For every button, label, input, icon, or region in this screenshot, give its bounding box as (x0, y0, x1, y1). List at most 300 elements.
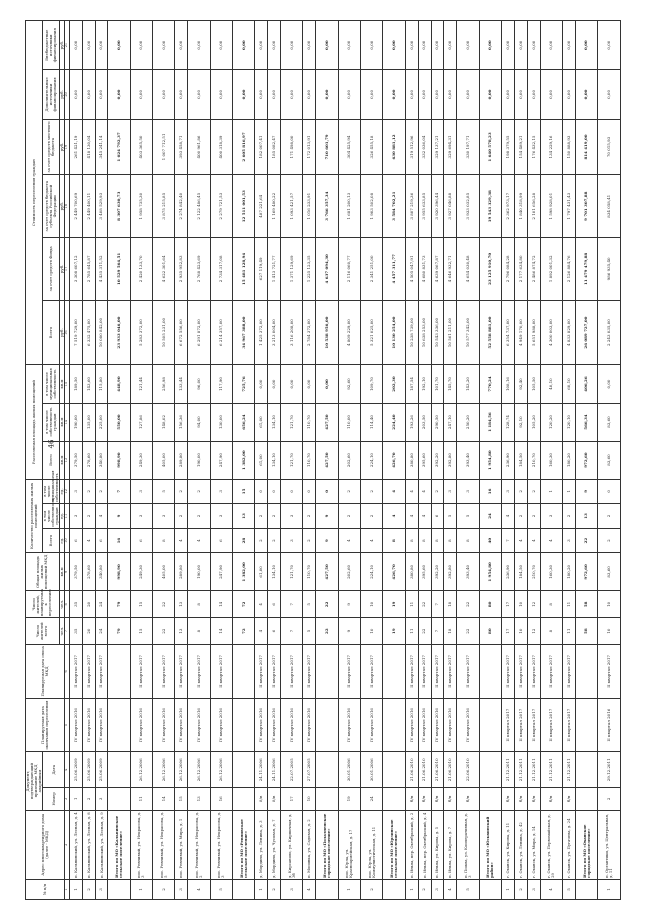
cell-date: 21.12.2011 (501, 752, 514, 788)
cell-ca: 0,00 (431, 21, 444, 70)
table-row (175, 21, 188, 900)
cell-p: 11 (563, 618, 576, 645)
cell-date: 27.07.2005 (303, 752, 316, 788)
cell-ro: 6 (431, 504, 444, 529)
cell-ar: 134,10 (268, 441, 281, 479)
cell-pp: 5 (303, 591, 316, 618)
cell-rm: 2 (82, 479, 95, 504)
cell-addr: д. Кирсаново, ул. Кирпичная, д. 3б (281, 810, 303, 879)
cell-am: 96,00 (188, 365, 210, 403)
column-number-cell: 4 (65, 752, 70, 788)
cell-c: 26 089 727,00 (575, 300, 597, 365)
cell-pp: 17 (501, 591, 514, 618)
cell-am: 143,60 (82, 365, 95, 403)
cell-as: 566,34 (575, 403, 597, 441)
cell-ca: 0,00 (527, 21, 540, 70)
cell-cr: 3 875 215,85 (153, 175, 175, 238)
cell-p: 11 (405, 618, 418, 645)
cell-date: 25.06.2009 (95, 752, 108, 788)
cell-dem: II квартал 2017 (444, 645, 457, 699)
cell-r: 4 (82, 528, 95, 553)
cell-rm: 0 (316, 479, 338, 504)
column-number-cell: 9 (65, 553, 70, 591)
cell-ca: 0,00 (268, 21, 281, 70)
cell-cm: 172 013,91 (303, 119, 316, 175)
cell-ce: 0,00 (457, 70, 479, 119)
cell-doc: 13 (188, 788, 210, 810)
unit-cell: чел. (59, 591, 64, 618)
cell-ro: 2 (338, 504, 360, 529)
cell-date: 29.12.2011 (598, 752, 621, 788)
cell-addr: Итого по МО «Полазненское городское поселение» (316, 810, 338, 879)
cell-as: 110,00 (338, 403, 360, 441)
cell-ar: 110,70 (303, 441, 316, 479)
cell-cr: 3 920 396,44 (431, 175, 444, 238)
cell-p: 22 (316, 618, 338, 645)
column-number-cell: 19 (65, 119, 70, 175)
cell-n: 4 (188, 879, 210, 899)
cell-n: 2 (153, 879, 175, 899)
cell-cf: 1 413 721,77 (268, 238, 281, 301)
cell-r: 28 (233, 528, 255, 553)
cell-pp: 15 (130, 591, 152, 618)
cell-r: 6 (95, 528, 108, 553)
cell-r: 2 (268, 528, 281, 553)
cell-ar: 210,70 (527, 441, 540, 479)
cell-am: 117,90 (210, 365, 232, 403)
cell-c: 10 130 254,00 (383, 300, 405, 365)
column-number-cell: 12 (65, 479, 70, 504)
cell-addr: п. Иньва, ул. Кирова, д. 7 (444, 810, 457, 879)
cell-as: 656,24 (233, 403, 255, 441)
cell-p: 9 (338, 618, 360, 645)
cell-cf: 2 420 133,70 (130, 238, 152, 301)
cell-am: 101,70 (431, 365, 444, 403)
cell-doc: 16 (210, 788, 232, 810)
cell-a: 202,60 (338, 553, 360, 591)
cell-as: 224,40 (383, 403, 405, 441)
table-row (316, 21, 338, 900)
unit-cell: руб. (59, 119, 64, 175)
col-area-mun-header: в том числе муниципальная собственность (42, 365, 59, 403)
cell-cm: 814 419,00 (575, 119, 597, 175)
cell-addr: п. Кальнинский, ул. Лесная, д. 8 (82, 810, 95, 879)
cell-n (383, 879, 405, 899)
cell-p: 79 (108, 618, 130, 645)
cell-doc: 1 (69, 788, 82, 810)
cell-cf: 2 785 645,87 (82, 238, 95, 301)
cell-dem: II квартал 2017 (457, 645, 479, 699)
cell-end: II квартал 2017 (527, 698, 540, 752)
cell-rm: 3 (501, 479, 514, 504)
cell-rm: 15 (233, 479, 255, 504)
cell-c: 6 672 556,00 (175, 300, 188, 365)
cell-doc: б/н (527, 788, 540, 810)
cell-as: 156,36 (175, 403, 188, 441)
cell-n: 5 (563, 879, 576, 899)
cell-cm: 154 489,21 (514, 119, 527, 175)
table-row (233, 21, 255, 900)
cell-am: 0,00 (268, 365, 281, 403)
cell-addr: Итого по МО «Кальнинское сельское поселение» (108, 810, 130, 879)
cell-pp: 79 (108, 591, 130, 618)
cell-addr: п. Пожва, ул. Кооперативная, д. 3 (457, 810, 479, 879)
cell-am: 40,10 (540, 365, 562, 403)
cell-a: 160,30 (540, 553, 562, 591)
cell-ca: 0,00 (575, 21, 597, 70)
cell-ar: 278,60 (82, 441, 95, 479)
cell-ce: 0,00 (210, 70, 232, 119)
unit-cell: кв.м (59, 553, 64, 591)
cell-ro: 5 (457, 504, 479, 529)
col-plan-demolish-header: Планируемая дата сноса МКД (26, 645, 65, 699)
cell-p: 24 (95, 618, 108, 645)
cell-cr: 2 274 842,40 (175, 175, 188, 238)
cell-doc: 8/в (255, 788, 268, 810)
cell-n: 1 (598, 879, 621, 899)
cell-ce: 0,00 (268, 70, 281, 119)
cell-am: 406,26 (575, 365, 597, 403)
cell-dem: II квартал 2017 (405, 645, 418, 699)
cell-cr: 19 543 329,38 (479, 175, 501, 238)
cell-ca: 0,00 (303, 21, 316, 70)
cell-am: 105,50 (527, 365, 540, 403)
cell-doc: 24 (361, 788, 383, 810)
cell-end: II квартал 2017 (540, 698, 562, 752)
cell-addr: г. Оханск, ул. Пугачева, д. 24 (563, 810, 576, 879)
cell-c: 3 116 208,00 (281, 300, 303, 365)
cell-a: 1 954,80 (479, 553, 501, 591)
cell-rm: 3 (457, 479, 479, 504)
cell-p: 17 (501, 618, 514, 645)
cell-date: 21.06.2010 (444, 752, 457, 788)
col-cost-fund-header: за счет средств Фонда (42, 238, 59, 301)
cell-as: 247,10 (444, 403, 457, 441)
cell-as: 110,70 (303, 403, 316, 441)
cell-rm: 2 (95, 479, 108, 504)
cell-addr: п. Иньва, пер. Октябрьский, д. 2 (405, 810, 418, 879)
col-area-header: Общая площадь жилых помещений МКД (26, 553, 60, 591)
cell-end: II квартал 2017 (514, 698, 527, 752)
cell-ro: 4 (383, 504, 405, 529)
cell-date: 30.01.2006 (361, 752, 383, 788)
cell-cf: 4 680 831,73 (418, 238, 431, 301)
cell-addr: пос. Ревнивый, ул. Некрасова, д. 5 (153, 810, 175, 879)
table-row (383, 21, 405, 900)
cell-cr: 3 933 032,85 (457, 175, 479, 238)
cell-am: 92,40 (514, 365, 527, 403)
cell-r: 9 (316, 528, 338, 553)
cell-am: 256,98 (153, 365, 175, 403)
cell-n: 1 (338, 879, 360, 899)
cell-a: 210,70 (527, 553, 540, 591)
cell-ce: 0,00 (501, 70, 514, 119)
column-number-cell: 15 (65, 365, 70, 403)
cell-ce: 0,00 (563, 70, 576, 119)
cell-ar: 121,70 (281, 441, 303, 479)
cell-rm: 0 (598, 479, 621, 504)
cell-cf: 11 479 479,88 (575, 238, 597, 301)
cell-cf: 4 622 301,64 (153, 238, 175, 301)
cell-dem: II квартал 2017 (338, 645, 360, 699)
cell-a: 427,50 (316, 553, 338, 591)
cell-cr: 3 408 529,93 (95, 175, 108, 238)
cell-ce: 0,00 (418, 70, 431, 119)
cell-cm: 70 015,93 (598, 119, 621, 175)
cell-cm: 185 082,47 (268, 119, 281, 175)
cell-ca: 0,00 (457, 21, 479, 70)
table-row (527, 21, 540, 900)
cell-ro: 2 (361, 504, 383, 529)
table-row (255, 21, 268, 900)
cell-ar: 289,80 (175, 441, 188, 479)
cell-date: 21.12.2011 (540, 752, 562, 788)
cell-cm: 418 130,04 (82, 119, 95, 175)
table-row (563, 21, 576, 900)
cell-doc: б/н (444, 788, 457, 810)
cell-cf: 2 734 317,08 (210, 238, 232, 301)
unit-cell: кв.м (59, 441, 64, 479)
cell-r: 4 (361, 528, 383, 553)
cell-doc: 15 (175, 788, 188, 810)
cell-c: 10 561 211,00 (444, 300, 457, 365)
cell-cm: 630 881,12 (383, 119, 405, 175)
rotated-table-wrapper (25, 20, 621, 900)
column-number-cell: 7 (65, 618, 70, 645)
cell-doc: 3 (95, 788, 108, 810)
cell-a: 61,00 (255, 553, 268, 591)
cell-am: 121,44 (130, 365, 152, 403)
cell-a: 247,90 (210, 553, 232, 591)
cell-dem: II квартал 2017 (281, 645, 303, 699)
cell-ca: 0,00 (361, 21, 383, 70)
cell-am: 0,00 (255, 365, 268, 403)
cell-ar: 972,60 (575, 441, 597, 479)
cell-ro: 2 (527, 504, 540, 529)
cell-ro: 5 (444, 504, 457, 529)
cell-as: 105,20 (527, 403, 540, 441)
cell-r: 4 (175, 528, 188, 553)
cell-r: 3 (281, 528, 303, 553)
cell-ar: 184,50 (514, 441, 527, 479)
cell-dem: II квартал 2017 (175, 645, 188, 699)
cell-as: 94,00 (188, 403, 210, 441)
col-doc-date-header: Дата (42, 752, 64, 788)
cell-ce: 0,00 (383, 70, 405, 119)
cell-doc: б/н (514, 788, 527, 810)
cell-cf: 4 637 094,30 (316, 238, 338, 301)
cell-cm: 134 229,16 (540, 119, 562, 175)
cell-ro: 4 (405, 504, 418, 529)
cell-end (108, 698, 130, 752)
cell-ca: 0,00 (210, 21, 232, 70)
cell-doc: 17 (281, 788, 303, 810)
cell-am: 192,10 (418, 365, 431, 403)
cell-ar: 247,90 (210, 441, 232, 479)
cell-addr: пос. Ревнивый, ул. Мира, д. 1 (175, 810, 188, 879)
cell-r: 2 (255, 528, 268, 553)
cell-pp: 10 (361, 591, 383, 618)
cell-as: 134,10 (268, 403, 281, 441)
cell-ar: 249,30 (130, 441, 152, 479)
cell-as: 83,60 (598, 403, 621, 441)
cell-r: 8 (457, 528, 479, 553)
unit-cell: руб. (59, 70, 64, 119)
cell-ca: 0,00 (95, 21, 108, 70)
cell-rm: 0 (268, 479, 281, 504)
cell-cm: 330 197,71 (457, 119, 479, 175)
cell-cf: 1 892 001,32 (540, 238, 562, 301)
cell-r: 8 (444, 528, 457, 553)
cell-r: 2 (598, 528, 621, 553)
cell-n: 2 (514, 879, 527, 899)
table-row (405, 21, 418, 900)
cell-p: 6 (268, 618, 281, 645)
cell-addr: п. Кальнинский, ул. Лесная, д. 4 (69, 810, 82, 879)
cell-rm: 0 (255, 479, 268, 504)
cell-addr: д. Мордино, ул. Чусовая, д. 7 (268, 810, 281, 879)
cell-p: 72 (233, 618, 255, 645)
cell-r: 6 (130, 528, 152, 553)
cell-ca: 0,00 (233, 21, 255, 70)
cell-cm: 261 421,19 (69, 119, 82, 175)
cell-ca: 0,00 (316, 21, 338, 70)
cell-p: 22 (418, 618, 431, 645)
cell-cm: 400 961,86 (188, 119, 210, 175)
cell-ro: 3 (153, 504, 175, 529)
cell-pp: 4 (255, 591, 268, 618)
cell-ro: 4 (418, 504, 431, 529)
cell-cf: 2 177 634,80 (514, 238, 527, 301)
cell-ro: 9 (316, 504, 338, 529)
cell-c: 23 933 046,00 (108, 300, 130, 365)
cell-cm: 1 007 712,51 (153, 119, 175, 175)
cell-ar: 392,80 (444, 441, 457, 479)
cell-ro: 2 (303, 504, 316, 529)
cell-rm: 0 (281, 479, 303, 504)
cell-end: IV квартал 2016 (153, 698, 175, 752)
col-plan-end-header: Планируемая дата окончания переселения (26, 698, 65, 752)
column-number-cell: 17 (65, 238, 70, 301)
cell-dem: II квартал 2017 (431, 645, 444, 699)
cell-date: 26.12.2006 (130, 752, 152, 788)
cell-ce: 0,00 (69, 70, 82, 119)
column-number-cell: 21 (65, 21, 70, 70)
cell-doc: 2 (82, 788, 95, 810)
cell-ce: 0,00 (303, 70, 316, 119)
cell-n: 3 (95, 879, 108, 899)
cell-n: 3 (431, 879, 444, 899)
cell-n (316, 879, 338, 899)
cell-ro: 3 (210, 504, 232, 529)
cell-am: 202,30 (383, 365, 405, 403)
cell-end: IV квартал 2016 (405, 698, 418, 752)
cell-doc (383, 788, 405, 810)
cell-date: 22.07.2005 (281, 752, 303, 788)
cell-a: 249,30 (130, 553, 152, 591)
cell-ca: 0,00 (175, 21, 188, 70)
cell-cr: 2 122 486,45 (188, 175, 210, 238)
cell-c: 10 638 253,00 (418, 300, 431, 365)
cell-ce: 0,00 (281, 70, 303, 119)
cell-ar: 427,50 (316, 441, 338, 479)
cell-end: IV квартал 2016 (338, 698, 360, 752)
cell-cm: 400 318,39 (210, 119, 232, 175)
cell-n: 4 (444, 879, 457, 899)
cell-ar: 426,70 (383, 441, 405, 479)
cell-addr: п. Оргаптики, ул. Центральная, д. 11 (598, 810, 621, 879)
cell-cf: 627 119,49 (255, 238, 268, 301)
cell-ar: 395,60 (418, 441, 431, 479)
col-cost-addl-header: Внебюджетные источники финансирования (42, 21, 59, 70)
col-area-group-header: Расселяемая площадь жилых помещений (26, 365, 43, 479)
cell-ca: 0,00 (130, 21, 152, 70)
cell-n: 2 (82, 879, 95, 899)
cell-dem: II квартал 2017 (563, 645, 576, 699)
col-cost-reg-header: за счет средств бюджета субъекта Российской Федерации (42, 175, 59, 238)
cell-ar: 405,00 (153, 441, 175, 479)
cell-as: 127,86 (130, 403, 152, 441)
cell-rm: 2 (527, 479, 540, 504)
cell-dem: II квартал 2017 (268, 645, 281, 699)
cell-cr: 3 955 633,85 (418, 175, 431, 238)
table-row (575, 21, 597, 900)
column-number-cell: 11 (65, 504, 70, 529)
cell-date (233, 752, 255, 788)
cell-ro: 2 (598, 504, 621, 529)
cell-doc: 19 (338, 788, 360, 810)
cell-cr: 1 903 502,08 (361, 175, 383, 238)
cell-am: 145,70 (444, 365, 457, 403)
cell-as: 135,00 (82, 403, 95, 441)
cell-c: 4 949 170,00 (514, 300, 527, 365)
cell-cf: 2 116 060,77 (338, 238, 360, 301)
cell-a: 998,90 (108, 553, 130, 591)
cell-cr: 2 362 973,17 (501, 175, 514, 238)
cell-c: 4 833 829,00 (563, 300, 576, 365)
cell-ce: 0,00 (153, 70, 175, 119)
cell-c: 34 967 388,00 (233, 300, 255, 365)
cell-pp: 8 (540, 591, 562, 618)
cell-addr: п. Иньва, ул. Кирова, д. 5 (431, 810, 444, 879)
cell-ro: 2 (255, 504, 268, 529)
cell-p: 8 (540, 618, 562, 645)
cell-ce: 0,00 (598, 70, 621, 119)
cell-doc: б/н (431, 788, 444, 810)
cell-ro: 2 (514, 504, 527, 529)
table-row (130, 21, 152, 900)
cell-dem: II квартал 2017 (514, 645, 527, 699)
cell-p: 18 (444, 618, 457, 645)
cell-date: 24.11.2006 (268, 752, 281, 788)
cell-ro: 4 (501, 504, 514, 529)
cell-end: IV квартал 2016 (95, 698, 108, 752)
cell-rm: 16 (479, 479, 501, 504)
cell-pp: 58 (575, 591, 597, 618)
cell-ca: 0,00 (255, 21, 268, 70)
unit-cell: ед. (59, 479, 64, 504)
unit-cell: кв.м (59, 403, 64, 441)
cell-ca: 0,00 (188, 21, 210, 70)
table-body (69, 21, 620, 900)
cell-c: 10 543 336,00 (431, 300, 444, 365)
cell-pp: 12 (527, 591, 540, 618)
cell-cf: 4 654 030,48 (457, 238, 479, 301)
cell-rm: 2 (175, 479, 188, 504)
cell-addr: пос. Юрла, ул. Красноармейская, д. 17 (338, 810, 360, 879)
cell-r: 22 (575, 528, 597, 553)
column-number-cell: 2 (65, 810, 70, 879)
